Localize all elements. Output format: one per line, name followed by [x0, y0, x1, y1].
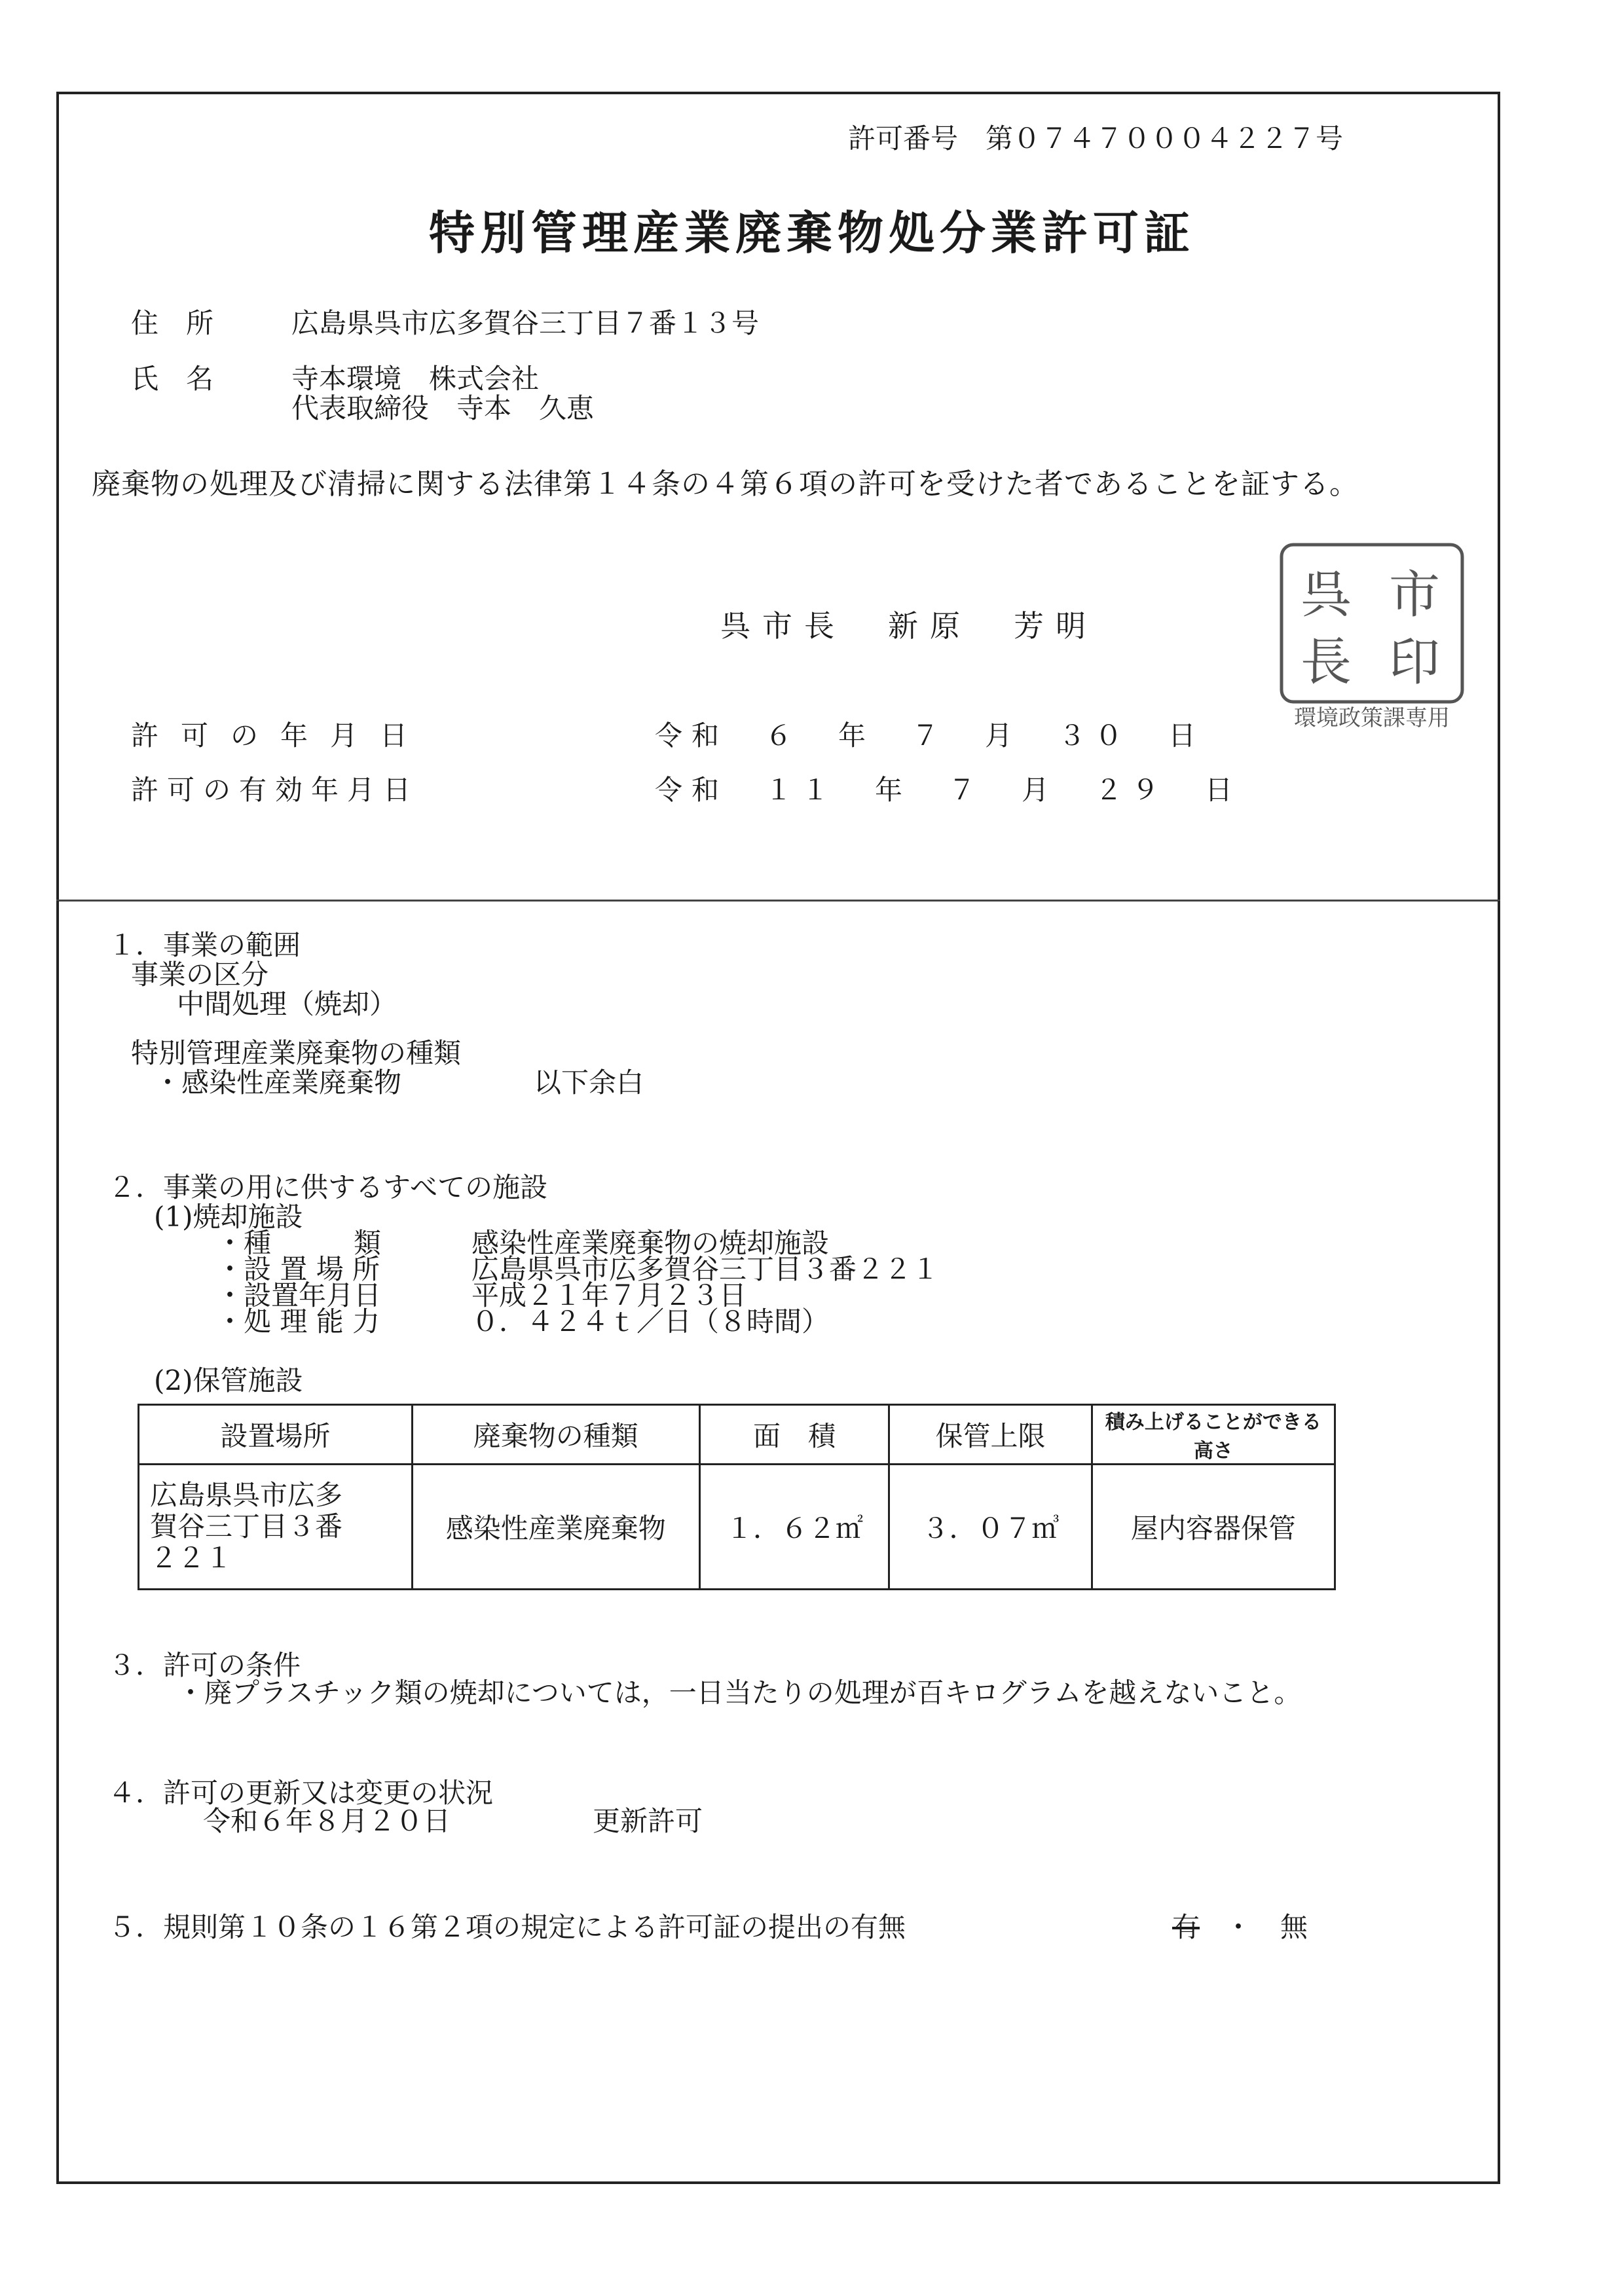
table-cell-stack-height: 屋内容器保管	[1092, 1465, 1335, 1590]
stamp-char-2: 市	[1388, 566, 1441, 625]
column-header: 廃棄物の種類	[412, 1405, 699, 1465]
table-cell-capacity: ３．０７㎥	[889, 1465, 1092, 1590]
renewal-status: 更新許可	[593, 1805, 703, 1837]
incinerator-location-value: 広島県呉市広多賀谷三丁目３番２２１	[471, 1253, 940, 1285]
incinerator-capacity-label: ・処 理 能 力	[216, 1305, 380, 1338]
permit-date-label: 許可の年月日	[131, 720, 430, 752]
stamp-char-1: 呉	[1300, 566, 1352, 625]
table-cell-area: １．６２㎡	[699, 1465, 889, 1590]
expiry-date-label: 許可の有効年月日	[131, 774, 420, 806]
certification-text: 廃棄物の処理及び清掃に関する法律第１４条の４第６項の許可を受けた者であることを証する。	[92, 467, 1359, 501]
option-no: 無	[1280, 1911, 1308, 1943]
permit-date-value: 令和 ６ 年 ７ 月 ３０ 日	[655, 720, 1206, 752]
incinerator-heading: (1)焼却施設	[154, 1201, 303, 1233]
storage-facility-table	[138, 1404, 1336, 1590]
business-category-value: 中間処理（焼却）	[177, 988, 397, 1020]
column-header: 保管上限	[889, 1405, 1092, 1465]
incinerator-type-value: 感染性産業廃棄物の焼却施設	[471, 1227, 830, 1259]
option-yes-struck: 有	[1172, 1911, 1200, 1943]
renewal-date: 令和６年８月２０日	[203, 1805, 451, 1837]
permit-number: 許可番号 第０７４７０００４２２７号	[848, 122, 1344, 155]
stamp-footer: 環境政策課専用	[1294, 705, 1450, 731]
table-row	[139, 1465, 1335, 1590]
column-header: 設置場所	[139, 1405, 413, 1465]
waste-type-label: 特別管理産業廃棄物の種類	[131, 1037, 462, 1069]
name-label: 氏 名	[131, 363, 214, 395]
table-cell-waste-type: 感染性産業廃棄物	[412, 1465, 699, 1590]
section2-heading: ２．事業の用に供するすべての施設	[108, 1171, 548, 1203]
column-header: 積み上げることができる高さ	[1092, 1405, 1335, 1465]
option-separator: ・	[1225, 1911, 1253, 1943]
expiry-date-value: 令和 １１ 年 ７ 月 ２９ 日	[655, 774, 1242, 806]
table-header-row	[139, 1405, 1335, 1465]
remainder-blank: 以下余白	[534, 1066, 644, 1099]
address-value: 広島県呉市広多賀谷三丁目７番１３号	[291, 307, 760, 339]
section4-heading: ４．許可の更新又は変更の状況	[108, 1777, 494, 1809]
company-name: 寺本環境 株式会社	[291, 363, 540, 395]
incinerator-location-label: ・設 置 場 所	[216, 1253, 380, 1285]
official-seal-stamp	[1274, 537, 1470, 733]
incinerator-date-label: ・設置年月日	[216, 1279, 382, 1311]
table-cell-location: 広島県呉市広多 賀谷三丁目３番 ２２１	[139, 1465, 413, 1590]
stamp-char-4: 印	[1388, 633, 1441, 692]
stamp-char-3: 長	[1300, 633, 1352, 692]
column-header: 面 積	[699, 1405, 889, 1465]
issuer-name: 呉市長 新原 芳明	[720, 608, 1098, 644]
representative-name: 代表取締役 寺本 久恵	[291, 392, 595, 424]
incinerator-date-value: 平成２１年７月２３日	[471, 1279, 747, 1311]
incinerator-type-label: ・種 類	[216, 1227, 382, 1259]
incinerator-capacity-value: ０．４２４ｔ／日（８時間）	[471, 1305, 830, 1338]
business-category-label: 事業の区分	[131, 958, 269, 991]
document-title: 特別管理産業廃棄物処分業許可証	[429, 206, 1195, 260]
section1-heading: １．事業の範囲	[108, 929, 301, 961]
address-label: 住 所	[131, 307, 214, 339]
permit-condition: ・廃プラスチック類の焼却については，一日当たりの処理が百キログラムを越えないこと。	[177, 1677, 1302, 1709]
section3-heading: ３．許可の条件	[108, 1649, 301, 1681]
waste-type-value: ・感染性産業廃棄物	[154, 1066, 402, 1099]
section5-text: ５．規則第１０条の１６第２項の規定による許可証の提出の有無	[108, 1911, 906, 1943]
storage-heading: (2)保管施設	[154, 1364, 303, 1396]
